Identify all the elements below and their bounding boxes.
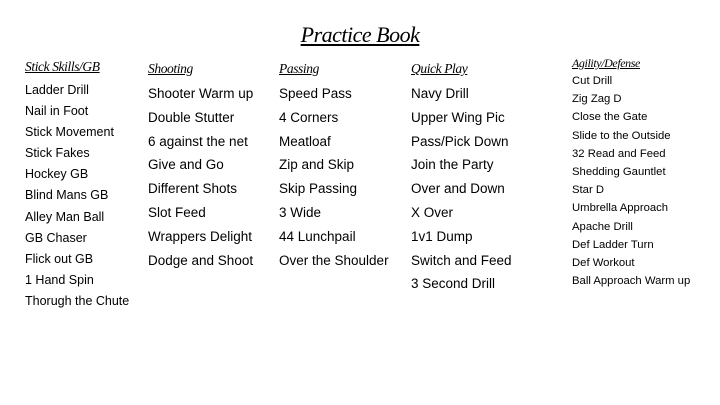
drill-item: Upper Wing Pic [411,109,505,125]
drill-item: Star D [572,184,605,197]
drill-item: Double Stutter [148,109,235,125]
drill-item: Meatloaf [279,133,331,149]
drill-item: Ladder Drill [25,83,89,97]
drill-item: Give and Go [148,157,224,173]
drill-item: Blind Mans GB [25,188,109,203]
drill-item: Slot Feed [148,204,206,220]
drill-item: 32 Read and Feed [572,147,666,160]
drill-item: 1v1 Dump [411,228,473,244]
drill-item: GB Chaser [25,230,87,245]
drill-item: Pass/Pick Down [411,133,509,149]
drill-item: X Over [411,204,454,220]
column-heading-stick-skills: Stick Skills/GB [25,59,100,74]
drill-item: Hockey GB [25,167,89,182]
drill-item: Join the Party [411,157,494,173]
drill-item: Def Workout [572,257,635,270]
column-quick-play [411,60,512,296]
column-heading-shooting: Shooting [148,61,193,76]
drill-item: Wrappers Delight [148,228,253,244]
drill-item: 4 Corners [279,109,339,125]
column-heading-quick-play: Quick Play [411,61,468,76]
drill-item: Shooter Warm up [148,86,254,101]
drill-item: Switch and Feed [411,252,512,268]
drill-list-quick-play [411,82,512,296]
drill-list-shooting [148,82,253,272]
column-stick-skills [25,58,129,312]
drill-item: Ball Approach Warm up [572,275,691,288]
drill-item: Shedding Gauntlet [572,166,666,179]
drill-item: Skip Passing [279,181,358,197]
drill-list-agility-defense [572,72,690,290]
column-heading-agility-defense: Agility/Defense [572,56,640,70]
drill-item: Umbrella Approach [572,202,669,215]
drill-item: Nail in Foot [25,104,89,119]
drill-item: Zip and Skip [279,157,355,173]
drill-item: Dodge and Shoot [148,252,254,268]
drill-item: Alley Man Ball [25,209,105,224]
drill-item: Stick Fakes [25,146,90,161]
drill-item: 3 Second Drill [411,276,496,292]
drill-list-stick-skills [25,80,129,312]
drill-item: Flick out GB [25,251,94,266]
drill-item: Close the Gate [572,111,648,124]
column-shooting [148,60,253,272]
drill-item: Different Shots [148,181,238,197]
drill-item: 44 Lunchpail [279,228,356,244]
drill-item: 1 Hand Spin [25,272,94,287]
drill-item: Def Ladder Turn [572,238,654,251]
column-agility-defense [572,56,690,290]
column-passing [279,60,389,272]
drill-item: Navy Drill [411,86,469,101]
drill-item: 3 Wide [279,204,322,220]
drill-item: Speed Pass [279,86,352,101]
drill-item: Cut Drill [572,75,613,87]
column-heading-passing: Passing [279,61,319,76]
drill-list-passing [279,82,389,272]
page-title: Practice Book [300,22,420,47]
drill-item: 6 against the net [148,133,248,149]
drill-item: Thorugh the Chute [25,293,130,308]
drill-item: Over and Down [411,181,505,197]
drill-item: Zig Zag D [572,93,622,106]
drill-item: Stick Movement [25,125,114,140]
drill-item: Apache Drill [572,220,633,233]
drill-item: Slide to the Outside [572,129,671,142]
drill-item: Over the Shoulder [279,252,389,268]
